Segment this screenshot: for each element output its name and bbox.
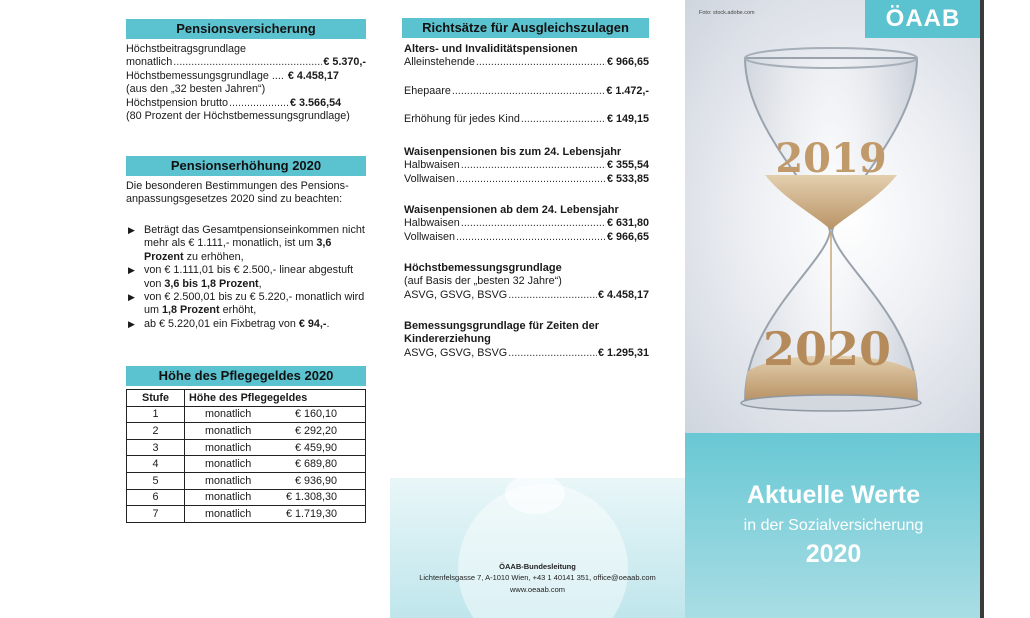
rate-line: Vollwaisen ..... € 966,65 xyxy=(404,231,649,244)
pv-line-label: Höchstbeitragsgrundlage xyxy=(126,43,247,55)
sand-year-top: 2019 xyxy=(775,135,887,182)
stufe-cell: 5 xyxy=(127,472,185,489)
richtsaetze-section-5 xyxy=(404,320,649,360)
period-label: monatlich xyxy=(205,441,252,454)
stufe-cell: 7 xyxy=(127,506,185,523)
table-row xyxy=(127,423,366,440)
left-panel xyxy=(120,0,370,618)
leader-dots xyxy=(229,97,289,110)
richtsaetze-section-1 xyxy=(404,43,649,127)
rate-line: Vollwaisen ..... € 533,85 xyxy=(404,173,649,186)
amount-value: € 936,90 xyxy=(294,474,337,487)
photo-credit: Foto: stock.adobe.com xyxy=(699,10,755,16)
table-header-row xyxy=(127,390,366,407)
table-row xyxy=(127,489,366,506)
rate-line: ASVG, GSVG, BSVG ..... € 1.295,31 xyxy=(404,347,649,360)
table-row xyxy=(127,406,366,423)
decorative-circle xyxy=(505,474,565,514)
stufe-cell: 4 xyxy=(127,456,185,473)
period-label: monatlich xyxy=(205,458,252,471)
richtsaetze-section-2 xyxy=(404,146,649,186)
pv-line-value: € 3.566,54 xyxy=(290,96,342,109)
section-heading: Bemessungsgrundlage für Zeiten der Kindererziehung xyxy=(404,320,599,346)
sand-year-bottom: 2020 xyxy=(762,322,892,376)
amount-value: € 459,90 xyxy=(294,441,337,454)
hourglass-illustration xyxy=(685,0,982,433)
arrow-bullet-icon: ▶ xyxy=(128,225,135,235)
section-heading: Höchstbemessungsgrundlage xyxy=(404,262,562,274)
pv-line-value: € 4.458,17 xyxy=(287,69,339,82)
amount-value: € 1.719,30 xyxy=(285,507,337,520)
arrow-bullet-icon: ▶ xyxy=(128,265,135,276)
pensionserhoehung-intro: Die besonderen Bestimmungen des Pensions-anpassungsgesetzes 2020 sind zu beachten: xyxy=(126,180,349,206)
period-label: monatlich xyxy=(205,424,252,437)
pflegegeld-header: Höhe des Pflegegeldes 2020 xyxy=(126,366,366,386)
table-row xyxy=(127,506,366,523)
rate-line: Ehepaare ..... € 1.472,- xyxy=(404,85,649,98)
rate-line: Alleinstehende ..... € 966,65 xyxy=(404,56,649,69)
pensionsversicherung-block xyxy=(126,43,366,123)
cover-title-area xyxy=(685,433,982,618)
page-edge xyxy=(980,0,984,618)
amount-value: € 689,80 xyxy=(294,458,337,471)
period-label: monatlich xyxy=(205,491,252,504)
richtsaetze-section-4 xyxy=(404,262,649,302)
pensionserhoehung-header: Pensionserhöhung 2020 xyxy=(126,156,366,176)
section-note: (auf Basis der „besten 32 Jahre“) xyxy=(404,275,562,288)
amount-value: € 292,20 xyxy=(294,424,337,437)
stufe-cell: 3 xyxy=(127,439,185,456)
oeaab-logo: ÖAAB xyxy=(865,0,981,38)
amount-cell xyxy=(185,406,366,423)
pv-line xyxy=(126,70,366,83)
footer-background xyxy=(390,478,685,618)
amount-cell xyxy=(185,439,366,456)
cover-panel xyxy=(685,0,982,618)
period-label: monatlich xyxy=(205,507,252,520)
middle-panel xyxy=(390,0,685,618)
pv-line-value: € 5.370,- xyxy=(323,56,366,69)
column-header-hoehe: Höhe des Pflegegeldes xyxy=(185,390,366,407)
footer-org: ÖAAB-Bundesleitung xyxy=(499,562,576,571)
rate-line: Erhöhung für jedes Kind ..... € 149,15 xyxy=(404,113,649,126)
list-item: ▶ von € 2.500,01 bis zu € 5.220,- monatlich wird um 1,8 Prozent erhöht, xyxy=(128,291,365,317)
list-item: ▶ ab € 5.220,01 ein Fixbetrag von € 94,-. xyxy=(128,317,330,330)
list-item: ▶ Beträgt das Gesamtpensionseinkommen nicht mehr als € 1.111,- monatlich, ist um 3,6 Prozent zu erhöhen, xyxy=(128,224,365,263)
leader-dots xyxy=(461,159,606,172)
amount-value: € 1.308,30 xyxy=(285,491,337,504)
amount-value: € 160,10 xyxy=(294,408,337,421)
amount-cell xyxy=(185,423,366,440)
section-heading: Waisenpensionen bis zum 24. Lebensjahr xyxy=(404,146,622,158)
leader-dots xyxy=(521,113,606,126)
amount-cell xyxy=(185,456,366,473)
rate-line: Halbwaisen ..... € 355,54 xyxy=(404,159,649,172)
section-heading: Alters- und Invaliditätspensionen xyxy=(404,43,578,55)
amount-cell xyxy=(185,506,366,523)
amount-cell xyxy=(185,472,366,489)
footer-address: Lichtenfelsgasse 7, A-1010 Wien, +43 1 40141 351, office@oeaab.com xyxy=(419,573,656,582)
pv-line xyxy=(126,97,366,110)
hourglass-photo xyxy=(685,0,982,433)
pflegegeld-table xyxy=(126,389,366,523)
leader-dots xyxy=(452,85,606,98)
pensionsversicherung-header: Pensionsversicherung xyxy=(126,19,366,39)
richtsaetze-section-3 xyxy=(404,204,649,244)
cover-subtitle: in der Sozialversicherung xyxy=(743,517,924,534)
cover-year: 2020 xyxy=(805,540,862,568)
stufe-cell: 2 xyxy=(127,423,185,440)
pv-line-label: monatlich xyxy=(126,56,173,69)
period-label: monatlich xyxy=(205,408,252,421)
pv-line-label: (aus den „32 besten Jahren“) xyxy=(126,83,266,96)
pv-line-label: Höchstbemessungsgrundlage .... xyxy=(126,69,284,82)
pv-line-label: (80 Prozent der Höchstbemessungsgrundlage) xyxy=(126,110,350,123)
table-row xyxy=(127,456,366,473)
stufe-cell: 1 xyxy=(127,406,185,423)
pv-line xyxy=(126,56,366,69)
stufe-cell: 6 xyxy=(127,489,185,506)
upper-sand xyxy=(765,175,897,230)
list-item: ▶ von € 1.111,01 bis € 2.500,- linear abgestuft von 3,6 bis 1,8 Prozent, xyxy=(128,264,354,290)
arrow-bullet-icon: ▶ xyxy=(128,318,135,329)
pv-line-label: Höchstpension brutto xyxy=(126,96,229,109)
pensionserhoehung-list xyxy=(126,224,366,331)
rate-line: Halbwaisen ..... € 631,80 xyxy=(404,217,649,230)
leader-dots xyxy=(508,289,597,302)
richtsaetze-header: Richtsätze für Ausgleichszulagen xyxy=(402,18,649,38)
rate-line: ASVG, GSVG, BSVG ..... € 4.458,17 xyxy=(404,289,649,302)
table-row xyxy=(127,439,366,456)
arrow-bullet-icon: ▶ xyxy=(128,292,135,303)
column-header-stufe: Stufe xyxy=(127,390,185,407)
table-row xyxy=(127,472,366,489)
leader-dots xyxy=(456,173,606,186)
leader-dots xyxy=(508,347,597,360)
leader-dots xyxy=(461,217,606,230)
amount-cell xyxy=(185,489,366,506)
leader-dots xyxy=(173,56,322,69)
leader-dots xyxy=(456,231,606,244)
cover-title: Aktuelle Werte xyxy=(746,481,921,509)
section-heading: Waisenpensionen ab dem 24. Lebensjahr xyxy=(404,204,619,216)
footer-website[interactable]: www.oeaab.com xyxy=(509,585,566,594)
leader-dots xyxy=(476,56,606,69)
period-label: monatlich xyxy=(205,474,252,487)
